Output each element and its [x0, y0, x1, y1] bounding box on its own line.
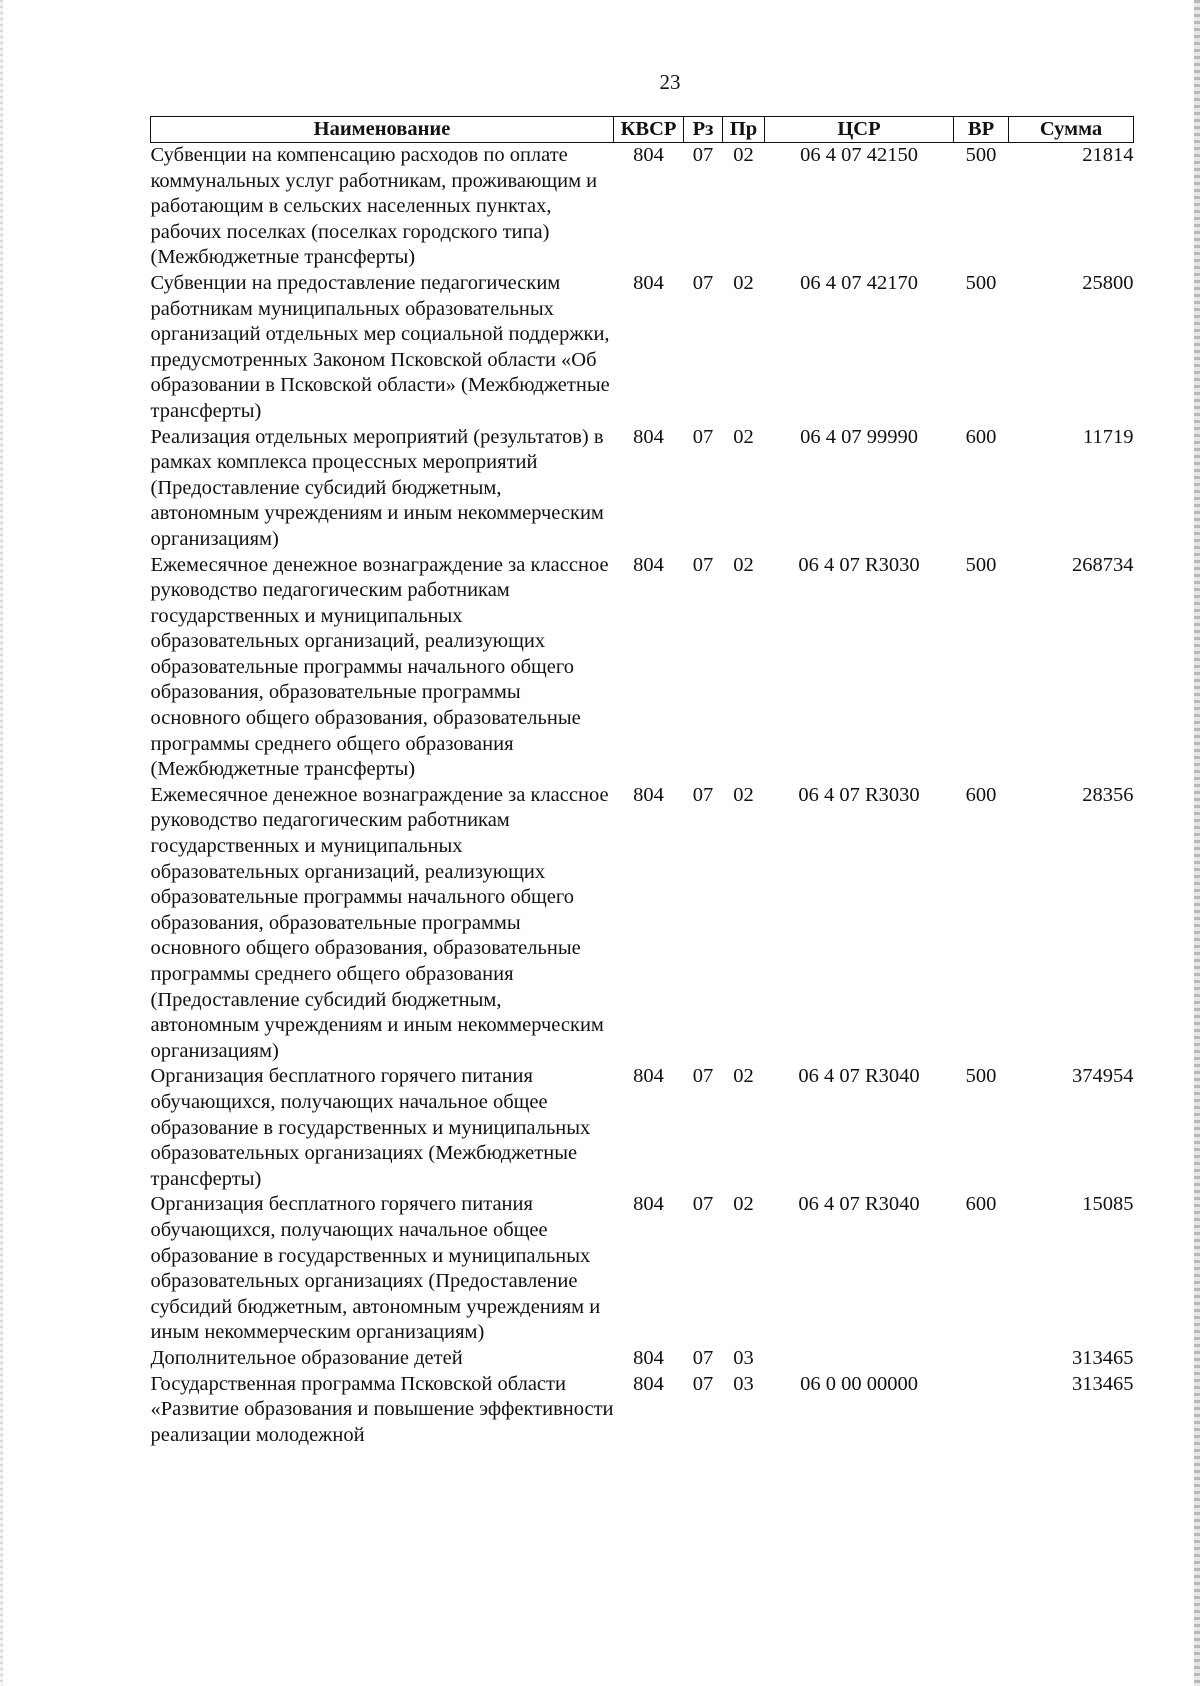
- table-row: [151, 425, 1134, 553]
- row-sum: 15085: [1082, 1193, 1134, 1216]
- row-kvsr: 804: [633, 1193, 664, 1216]
- row-vr: [954, 1346, 1009, 1372]
- budget-table: [150, 116, 1134, 1448]
- row-kvsr: 804: [633, 1372, 664, 1395]
- row-pr: 02: [733, 425, 754, 448]
- row-sum: 374954: [1072, 1065, 1134, 1088]
- row-pr: 03: [733, 1372, 754, 1395]
- row-sum: 313465: [1072, 1372, 1134, 1395]
- row-csr: 06 4 07 99990: [800, 425, 918, 448]
- row-name: Ежемесячное денежное вознаграждение за классное руководство педагогическим работникам государственных и муниципальных образовательных организаций, реализующих образовательные программы начального общего образования, образовательные программы основного общего образования, образовательные программы среднего общего образования (Межбюджетные трансферты): [150, 553, 609, 781]
- row-rz: 07: [692, 1372, 714, 1395]
- row-kvsr: 804: [633, 144, 664, 166]
- row-csr: 06 4 07 R3040: [798, 1065, 920, 1088]
- header-kvsr: КВСР: [614, 117, 684, 143]
- table-row: [151, 553, 1134, 783]
- header-rz: Рз: [684, 117, 723, 143]
- table-row: [151, 1372, 1134, 1449]
- row-name: Государственная программа Псковской области «Развитие образования и повышение эффективности реализации молодежной: [150, 1372, 614, 1446]
- row-sum: 313465: [1072, 1346, 1134, 1369]
- row-pr: 02: [733, 1065, 754, 1088]
- row-name: Субвенции на компенсацию расходов по оплате коммунальных услуг работникам, проживающим и работающим в сельских населенных пунктах, рабочих поселках (поселках городского типа) (Межбюджетные трансферты): [150, 144, 598, 269]
- row-vr: 600: [965, 1193, 997, 1216]
- header-vr: ВР: [954, 117, 1009, 143]
- row-csr: [765, 1346, 954, 1372]
- row-kvsr: 804: [633, 1065, 664, 1088]
- row-rz: 07: [692, 1193, 714, 1216]
- row-name: Организация бесплатного горячего питания обучающихся, получающих начальное общее образование в государственных и муниципальных образовательных организациях (Предоставление субсидий бюджетным, автономным учреждениям и иным некоммерческим организациям): [150, 1193, 601, 1344]
- row-name: Субвенции на предоставление педагогическим работникам муниципальных образовательных организаций отдельных мер социальной поддержки, предусмотренных Законом Псковской области «Об образовании в Псковской области» (Межбюджетные трансферты): [150, 271, 610, 422]
- row-kvsr: 804: [633, 425, 664, 448]
- table-row: [151, 1192, 1134, 1346]
- row-name: Ежемесячное денежное вознаграждение за классное руководство педагогическим работникам государственных и муниципальных образовательных организаций, реализующих образовательные программы начального общего образования, образовательные программы основного общего образования, образовательные программы среднего общего образования (Предоставление субсидий бюджетным, автономным учреждениям и иным некоммерческим организациям): [150, 783, 609, 1062]
- row-csr: 06 0 00 00000: [800, 1372, 918, 1395]
- scan-edge-right: [1194, 0, 1200, 1686]
- row-name: Реализация отдельных мероприятий (результатов) в рамках комплекса процессных мероприятий (Предоставление субсидий бюджетным, автономным учреждениям и иным некоммерческим организациям): [150, 425, 604, 550]
- row-csr: 06 4 07 42150: [800, 144, 918, 166]
- table-row: [151, 271, 1134, 425]
- row-kvsr: 804: [633, 1346, 664, 1369]
- header-name: Наименование: [151, 117, 614, 143]
- row-pr: 02: [733, 1193, 754, 1216]
- row-pr: 02: [733, 783, 754, 806]
- row-pr: 02: [733, 271, 754, 294]
- row-kvsr: 804: [633, 271, 664, 294]
- row-vr: [954, 1372, 1009, 1449]
- row-rz: 07: [692, 783, 714, 806]
- row-vr: 500: [965, 1065, 997, 1088]
- row-vr: 500: [965, 144, 997, 166]
- row-kvsr: 804: [633, 783, 664, 806]
- table-row: [151, 143, 1134, 271]
- row-rz: 07: [692, 553, 714, 576]
- header-sum: Сумма: [1009, 117, 1134, 143]
- row-csr: 06 4 07 R3030: [798, 783, 920, 806]
- row-pr: 02: [733, 553, 754, 576]
- row-csr: 06 4 07 R3040: [798, 1193, 920, 1216]
- table-header: [151, 117, 1134, 143]
- row-vr: 500: [965, 553, 997, 576]
- row-sum: 28356: [1082, 783, 1134, 806]
- row-sum: 21814: [1082, 144, 1134, 166]
- row-vr: 600: [965, 783, 997, 806]
- page-number: 23: [659, 70, 681, 94]
- table-row: [151, 783, 1134, 1065]
- header-row: [151, 117, 1134, 143]
- row-sum: 11719: [1083, 425, 1134, 448]
- row-pr: 03: [733, 1346, 754, 1369]
- row-name: Дополнительное образование детей: [150, 1346, 463, 1369]
- row-pr: 02: [733, 144, 754, 166]
- row-vr: 500: [965, 271, 997, 294]
- row-kvsr: 804: [633, 553, 664, 576]
- row-name: Организация бесплатного горячего питания обучающихся, получающих начальное общее образование в государственных и муниципальных образовательных организациях (Межбюджетные трансферты): [150, 1065, 591, 1190]
- row-rz: 07: [692, 1346, 714, 1369]
- row-rz: 07: [692, 1065, 714, 1088]
- scan-edge-left: [0, 0, 3, 1686]
- header-csr: ЦСР: [765, 117, 954, 143]
- row-csr: 06 4 07 R3030: [798, 553, 920, 576]
- table-row: [151, 1064, 1134, 1192]
- row-sum: 25800: [1082, 271, 1134, 294]
- row-sum: 268734: [1072, 553, 1134, 576]
- table-body: [151, 143, 1134, 1449]
- header-pr: Пр: [723, 117, 765, 143]
- row-rz: 07: [692, 425, 714, 448]
- row-csr: 06 4 07 42170: [800, 271, 918, 294]
- row-vr: 600: [965, 425, 997, 448]
- row-rz: 07: [692, 271, 714, 294]
- table-row: [151, 1346, 1134, 1372]
- row-rz: 07: [692, 144, 714, 166]
